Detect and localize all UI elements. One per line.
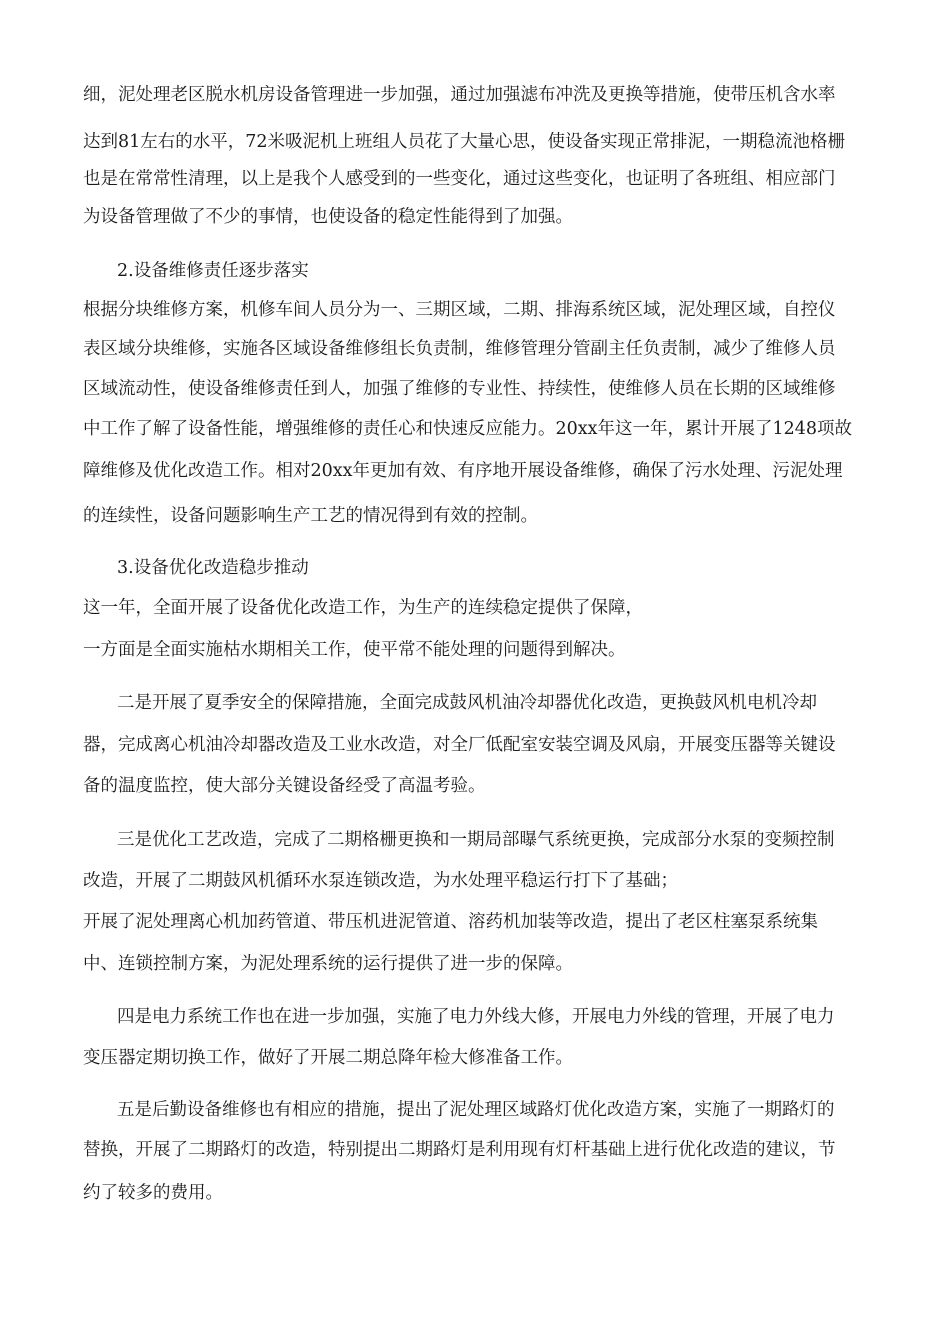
paragraph-line: 障维修及优化改造工作。相对20xx年更加有效、有序地开展设备维修，确保了污水处理、污泥处理	[83, 461, 843, 481]
section-heading: 3.设备优化改造稳步推动	[117, 558, 309, 578]
section-heading: 2.设备维修责任逐步落实	[117, 261, 309, 281]
paragraph-line: 表区域分块维修，实施各区域设备维修组长负责制，维修管理分管副主任负责制，减少了维修人员	[83, 339, 836, 359]
paragraph-line: 备的温度监控，使大部分关键设备经受了高温考验。	[83, 776, 486, 796]
paragraph-line: 改造，开展了二期鼓风机循环水泵连锁改造，为水处理平稳运行打下了基础；	[83, 871, 678, 891]
paragraph-line: 约了较多的费用。	[83, 1183, 223, 1203]
paragraph-line: 为设备管理做了不少的事情，也使设备的稳定性能得到了加强。	[83, 207, 573, 227]
paragraph-line: 替换，开展了二期路灯的改造，特别提出二期路灯是利用现有灯杆基础上进行优化改造的建议，节	[83, 1140, 836, 1160]
paragraph-line: 开展了泥处理离心机加药管道、带压机进泥管道、溶药机加装等改造，提出了老区柱塞泵系统集	[83, 912, 818, 932]
paragraph-line: 根据分块维修方案，机修车间人员分为一、三期区域，二期、排海系统区域，泥处理区域，自控仪	[83, 300, 836, 320]
paragraph-line: 中、连锁控制方案，为泥处理系统的运行提供了进一步的保障。	[83, 954, 573, 974]
paragraph-line: 的连续性，设备问题影响生产工艺的情况得到有效的控制。	[83, 506, 538, 526]
paragraph-line: 区域流动性，使设备维修责任到人，加强了维修的专业性、持续性，使维修人员在长期的区域维修	[83, 379, 836, 399]
paragraph-line: 二是开展了夏季安全的保障措施，全面完成鼓风机油冷却器优化改造，更换鼓风机电机冷却	[117, 693, 817, 713]
paragraph-line: 这一年，全面开展了设备优化改造工作，为生产的连续稳定提供了保障，	[83, 598, 643, 618]
paragraph-line: 三是优化工艺改造，完成了二期格栅更换和一期局部曝气系统更换，完成部分水泵的变频控制	[117, 830, 835, 850]
paragraph-line: 细，泥处理老区脱水机房设备管理进一步加强，通过加强滤布冲洗及更换等措施，使带压机含水率	[83, 85, 836, 105]
paragraph-line: 达到81左右的水平，72米吸泥机上班组人员花了大量心思，使设备实现正常排泥，一期稳流池格栅	[83, 132, 846, 152]
paragraph-line: 四是电力系统工作也在进一步加强，实施了电力外线大修，开展电力外线的管理，开展了电力	[117, 1007, 835, 1027]
paragraph-line: 变压器定期切换工作，做好了开展二期总降年检大修准备工作。	[83, 1048, 573, 1068]
paragraph-line: 五是后勤设备维修也有相应的措施，提出了泥处理区域路灯优化改造方案，实施了一期路灯的	[117, 1100, 835, 1120]
paragraph-line: 器，完成离心机油冷却器改造及工业水改造，对全厂低配室安装空调及风扇，开展变压器等关键设	[83, 735, 836, 755]
paragraph-line: 也是在常常性清理，以上是我个人感受到的一些变化，通过这些变化，也证明了各班组、相应部门	[83, 169, 836, 189]
paragraph-line: 一方面是全面实施枯水期相关工作，使平常不能处理的问题得到解决。	[83, 640, 626, 660]
paragraph-line: 中工作了解了设备性能，增强维修的责任心和快速反应能力。20xx年这一年，累计开展了1248项故	[83, 419, 853, 439]
